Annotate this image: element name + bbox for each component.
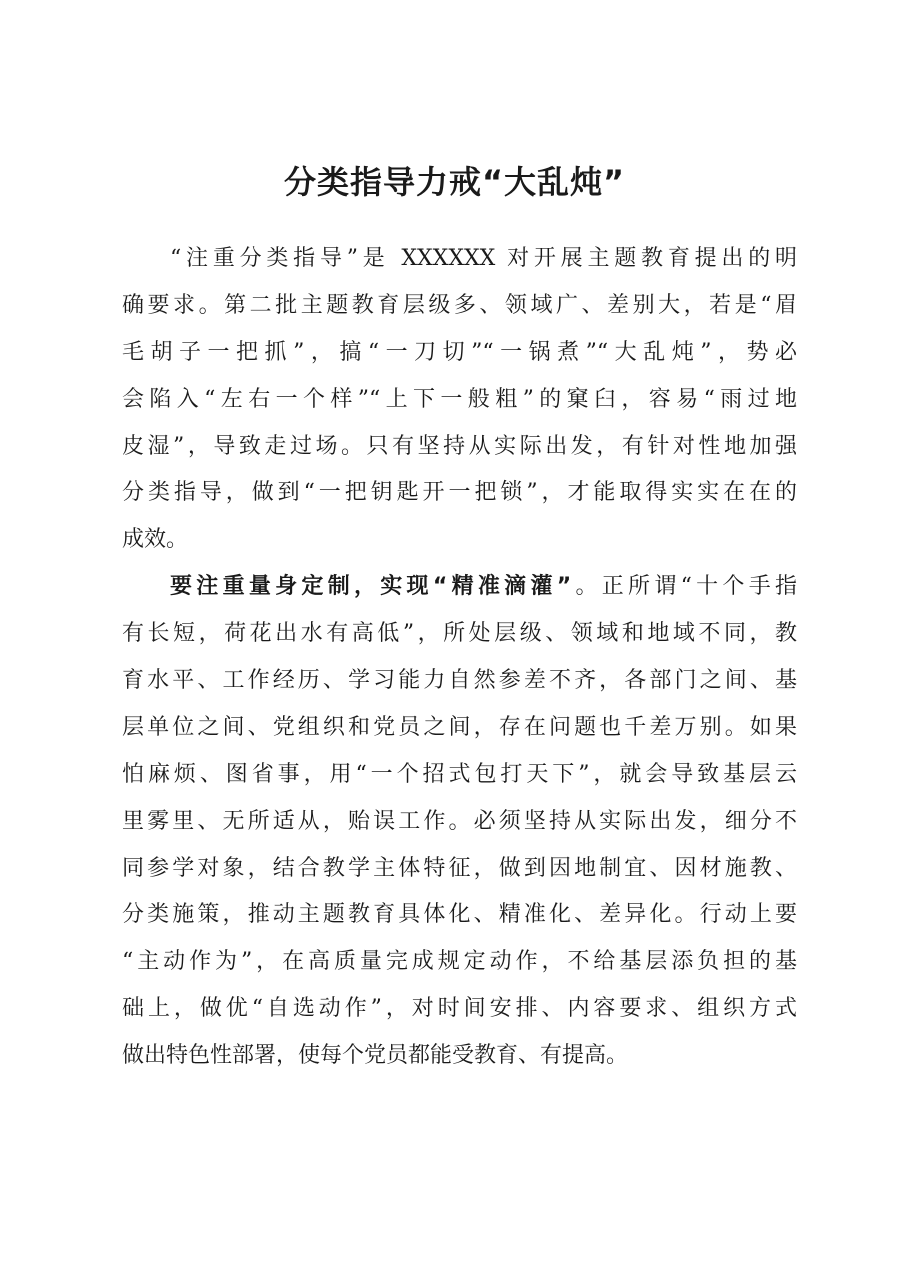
text-line: 育水平、工作经历、学习能力自然参差不齐，各部门之间、基 <box>122 668 797 694</box>
text-line: 层单位之间、党组织和党员之间，存在问题也千差万别。如果 <box>122 714 797 740</box>
text-line: 毛胡子一把抓”，搞“一刀切”“一锅煮”“大乱炖”，势必 <box>122 339 797 365</box>
text-line: “注重分类指导”是 XXXXXX 对开展主题教育提出的明 <box>170 246 797 271</box>
text-span: 。正所谓“十个手指 <box>571 574 797 600</box>
text-line: 做出特色性部署，使每个党员都能受教育、有提高。 <box>122 1043 629 1069</box>
paragraph-heading: 要注重量身定制，实现“精准滴灌” <box>170 574 572 600</box>
text-line: 会陷入“左右一个样”“上下一般粗”的窠臼，容易“雨过地 <box>122 386 797 412</box>
text-line: 础上，做优“自选动作”，对时间安排、内容要求、组织方式 <box>122 996 797 1022</box>
text-line: 成效。 <box>122 527 189 553</box>
text-line: 确要求。第二批主题教育层级多、领域广、差别大，若是“眉 <box>122 292 797 318</box>
text-line-lead <box>122 564 797 611</box>
text-line: 里雾里、无所适从，贻误工作。必须坚持从实际出发，细分不 <box>122 808 797 834</box>
text-line: 同参学对象，结合教学主体特征，做到因地制宜、因材施教、 <box>122 855 797 881</box>
text-line: 皮湿”，导致走过场。只有坚持从实际出发，有针对性地加强 <box>122 433 797 459</box>
document-title: 分类指导力戒“大乱炖” <box>283 163 626 201</box>
paragraph-2 <box>122 564 797 1080</box>
text-line: “主动作为”，在高质量完成规定动作，不给基层添负担的基 <box>122 949 797 975</box>
text-line: 怕麻烦、图省事，用“一个招式包打天下”，就会导致基层云 <box>122 761 797 787</box>
text-line: 分类指导，做到“一把钥匙开一把锁”，才能取得实实在在的 <box>122 480 797 506</box>
text-line: 分类施策，推动主题教育具体化、精准化、差异化。行动上要 <box>122 902 797 928</box>
document-body <box>122 236 797 1080</box>
text-line: 有长短，荷花出水有高低”，所处层级、领域和地域不同，教 <box>122 621 797 647</box>
paragraph-1 <box>122 236 797 564</box>
